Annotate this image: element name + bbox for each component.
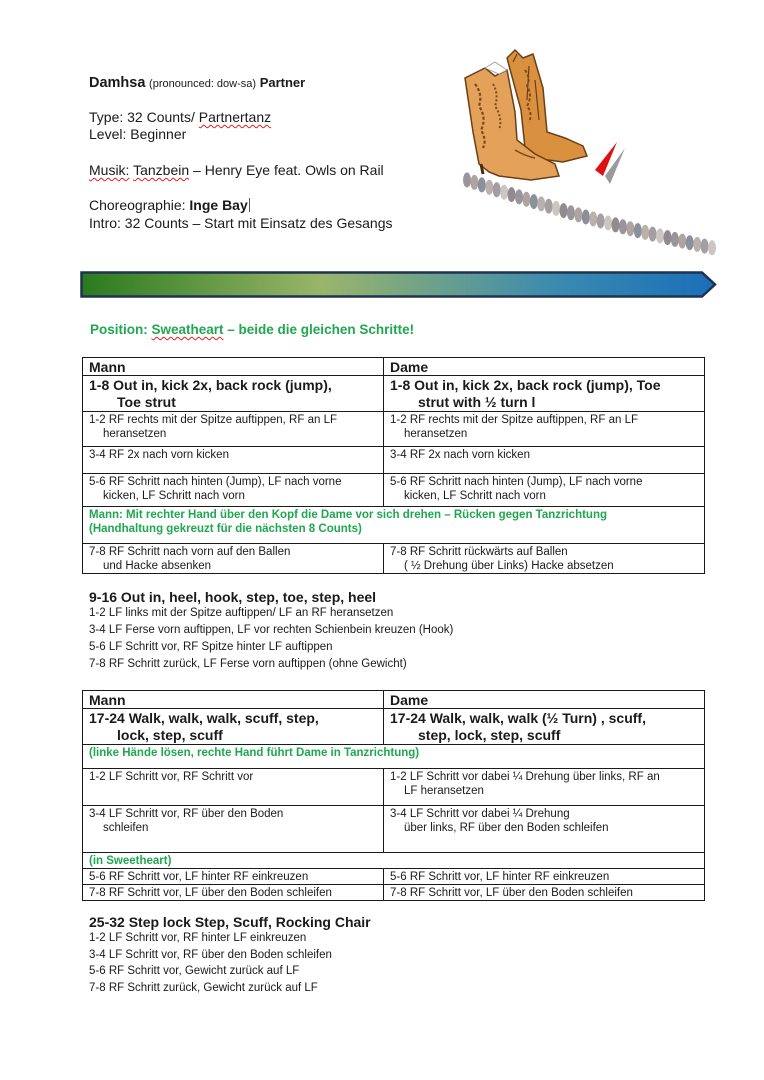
table-header-row xyxy=(83,691,705,709)
pebble xyxy=(641,225,649,240)
step-text: kicken, LF Schritt nach vorn xyxy=(103,490,245,502)
step-cell-mann: 5-6 RF Schritt vor, LF hinter RF einkreuzen xyxy=(83,869,384,885)
col-header-mann: Mann xyxy=(83,691,384,709)
step-line: 5-6 RF Schritt vor, Gewicht zurück auf LF xyxy=(89,965,300,977)
pebble xyxy=(493,182,501,197)
music-label: Musik: xyxy=(89,162,130,178)
heading-line: 1-8 Out in, kick 2x, back rock (jump), Toe xyxy=(390,377,661,393)
pebble xyxy=(522,192,530,207)
note-row xyxy=(83,507,705,544)
step-cell-dame xyxy=(384,544,705,574)
pebble xyxy=(686,235,694,250)
step-cell-dame: 7-8 RF Schritt vor, LF über den Boden schleifen xyxy=(384,885,705,901)
col-header-mann: Mann xyxy=(83,358,384,376)
title-main: Damhsa xyxy=(89,75,146,91)
step-text: LF heransetzen xyxy=(404,785,484,797)
pebble xyxy=(634,223,642,238)
step-text: ( ½ Drehung über Links) Hacke absetzen xyxy=(404,560,614,572)
type-label: Type: 32 Counts/ xyxy=(89,109,199,125)
pebble xyxy=(656,228,664,243)
position-value: Sweatheart xyxy=(151,322,224,337)
step-text: 7-8 RF Schritt nach vorn auf den Ballen xyxy=(89,546,291,558)
section-25-32 xyxy=(89,914,371,996)
heading-line: 1-8 Out in, kick 2x, back rock (jump), xyxy=(89,377,332,393)
hand-note: (linke Hände lösen, rechte Hand führt Dame in Tanzrichtung) xyxy=(83,745,705,769)
step-text: und Hacke absenken xyxy=(103,560,212,572)
sweetheart-note: (in Sweetheart) xyxy=(83,853,705,869)
heading-line: 17-24 Walk, walk, walk (½ Turn) , scuff, xyxy=(390,710,646,726)
type-line xyxy=(89,109,271,125)
pebble xyxy=(708,240,716,255)
gradient-arrow-divider xyxy=(80,270,718,300)
step-cell-mann xyxy=(83,806,384,853)
step-list xyxy=(89,605,453,673)
step-cell-dame xyxy=(384,412,705,447)
title-suffix: Partner xyxy=(259,75,306,90)
pebble xyxy=(574,207,582,222)
pebble xyxy=(589,212,597,227)
title-pronunciation: (pronounced: dow-sa) xyxy=(149,78,257,90)
pebble xyxy=(545,199,553,214)
text-cursor xyxy=(249,198,250,212)
table-row xyxy=(83,474,705,507)
table-row xyxy=(83,544,705,574)
step-cell-dame xyxy=(384,474,705,507)
step-cell-mann xyxy=(83,544,384,574)
position-line xyxy=(90,322,414,338)
music-line xyxy=(89,162,384,178)
step-cell-mann: 7-8 RF Schritt vor, LF über den Boden schleifen xyxy=(83,885,384,901)
position-label: Position: xyxy=(90,322,152,337)
step-cell-dame xyxy=(384,769,705,806)
pebble xyxy=(478,177,486,192)
section-9-16 xyxy=(89,589,453,673)
pebble xyxy=(693,237,701,252)
section-heading-row xyxy=(83,709,705,745)
pebble xyxy=(552,201,560,216)
intro-line: Intro: 32 Counts – Start mit Einsatz des Gesangs xyxy=(89,215,393,231)
pebble xyxy=(582,210,590,225)
step-text: über links, RF über den Boden schleifen xyxy=(404,822,609,834)
pebble xyxy=(678,234,686,249)
step-text: 1-2 RF rechts mit der Spitze auftippen, RF an LF xyxy=(89,414,337,426)
music-title: Tanzbein xyxy=(133,162,190,178)
table-header-row xyxy=(83,358,705,376)
note-row xyxy=(83,853,705,869)
pebble xyxy=(671,232,679,247)
steps-table-1 xyxy=(82,357,705,574)
section-heading-dame xyxy=(384,709,705,745)
heading-line: strut with ½ turn l xyxy=(418,394,536,410)
pebble xyxy=(515,189,523,204)
choreographer-name: Inge Bay xyxy=(189,197,248,213)
step-line: 1-2 LF Schritt vor, RF hinter LF einkreuzen xyxy=(89,932,307,944)
step-cell-dame: 5-6 RF Schritt vor, LF hinter RF einkreuzen xyxy=(384,869,705,885)
step-line: 7-8 RF Schritt zurück, Gewicht zurück auf LF xyxy=(89,981,318,994)
note-line: (Handhaltung gekreuzt für die nächsten 8 Counts) xyxy=(89,523,362,535)
heading-line: 17-24 Walk, walk, walk, scuff, step, xyxy=(89,710,319,726)
pebble xyxy=(537,196,545,211)
step-text: 3-4 LF Schritt vor dabei ¼ Drehung xyxy=(390,808,570,820)
step-text: 5-6 RF Schritt nach hinten (Jump), LF nach vorne xyxy=(390,476,643,488)
section-heading: 25-32 Step lock Step, Scuff, Rocking Chair xyxy=(89,914,371,930)
table-row xyxy=(83,885,705,901)
level-line: Level: Beginner xyxy=(89,126,187,142)
turn-note xyxy=(83,507,705,544)
step-line: 7-8 RF Schritt zurück, LF Ferse vorn auftippen (ohne Gewicht) xyxy=(89,658,407,670)
step-text: heransetzen xyxy=(103,428,167,440)
pebble xyxy=(500,185,508,200)
col-header-dame: Dame xyxy=(384,691,705,709)
section-heading: 9-16 Out in, heel, hook, step, toe, step, heel xyxy=(89,589,377,605)
step-cell-mann: 1-2 LF Schritt vor, RF Schritt vor xyxy=(83,769,384,806)
steps-table-2 xyxy=(82,690,705,901)
pebble-line xyxy=(463,173,716,256)
music-artist: – Henry Eye feat. Owls on Rail xyxy=(189,162,384,178)
choreo-label: Choreographie: xyxy=(89,197,190,213)
table-row xyxy=(83,447,705,474)
step-text: 3-4 LF Schritt vor, RF über den Boden xyxy=(89,808,284,820)
step-text: schleifen xyxy=(103,822,149,834)
pebble xyxy=(612,217,620,232)
pebble xyxy=(604,216,612,231)
step-line: 3-4 LF Schritt vor, RF über den Boden schleifen xyxy=(89,948,332,961)
pebble xyxy=(530,194,538,209)
heading-line: step, lock, step, scuff xyxy=(418,727,561,743)
table-row xyxy=(83,769,705,806)
step-text: 1-2 LF Schritt vor dabei ¼ Drehung über links, RF an xyxy=(390,771,660,783)
step-list xyxy=(89,930,371,996)
cowboy-boots-icon xyxy=(455,40,725,260)
step-text: 5-6 RF Schritt nach hinten (Jump), LF nach vorne xyxy=(89,476,342,488)
step-text: heransetzen xyxy=(404,428,468,440)
pebble xyxy=(463,173,471,188)
pebble xyxy=(664,230,672,245)
heading-line: lock, step, scuff xyxy=(117,727,223,743)
note-line: Mann: Mit rechter Hand über den Kopf die Dame vor sich drehen – Rücken gegen Tanzrichtung xyxy=(89,509,607,521)
step-cell-mann xyxy=(83,474,384,507)
heading-line: Toe strut xyxy=(117,394,176,410)
step-line: 3-4 LF Ferse vorn auftippen, LF vor rechten Schienbein kreuzen (Hook) xyxy=(89,624,454,636)
step-text: kicken, LF Schritt nach vorn xyxy=(404,490,546,502)
pebble xyxy=(485,180,493,195)
section-heading-dame xyxy=(384,376,705,412)
pebble xyxy=(649,227,657,242)
col-header-dame: Dame xyxy=(384,358,705,376)
note-row xyxy=(83,745,705,769)
step-cell-mann: 3-4 RF 2x nach vorn kicken xyxy=(83,447,384,474)
table-row xyxy=(83,412,705,447)
pebble xyxy=(567,205,575,220)
pebble xyxy=(701,239,709,254)
position-note: – beide die gleichen Schritte! xyxy=(223,322,415,337)
step-line: 1-2 LF links mit der Spitze auftippen/ LF an RF heransetzen xyxy=(89,607,394,619)
type-value: Partnertanz xyxy=(198,109,272,125)
choreography-line xyxy=(89,197,250,213)
pebble xyxy=(560,203,568,218)
step-text: 1-2 RF rechts mit der Spitze auftippen, RF an LF xyxy=(390,414,638,426)
step-cell-dame xyxy=(384,806,705,853)
pebble xyxy=(508,187,516,202)
step-line: 5-6 LF Schritt vor, RF Spitze hinter LF auftippen xyxy=(89,641,333,653)
step-text: 7-8 RF Schritt rückwärts auf Ballen xyxy=(390,546,568,558)
pebble xyxy=(470,175,478,190)
step-cell-dame: 3-4 RF 2x nach vorn kicken xyxy=(384,447,705,474)
pebble xyxy=(597,214,605,229)
section-heading-mann xyxy=(83,376,384,412)
step-cell-mann xyxy=(83,412,384,447)
dance-title xyxy=(89,75,305,92)
section-heading-mann xyxy=(83,709,384,745)
table-row xyxy=(83,869,705,885)
pebble xyxy=(619,219,627,234)
pebble xyxy=(626,221,634,236)
direction-marker xyxy=(595,142,625,184)
table-row xyxy=(83,806,705,853)
section-heading-row xyxy=(83,376,705,412)
